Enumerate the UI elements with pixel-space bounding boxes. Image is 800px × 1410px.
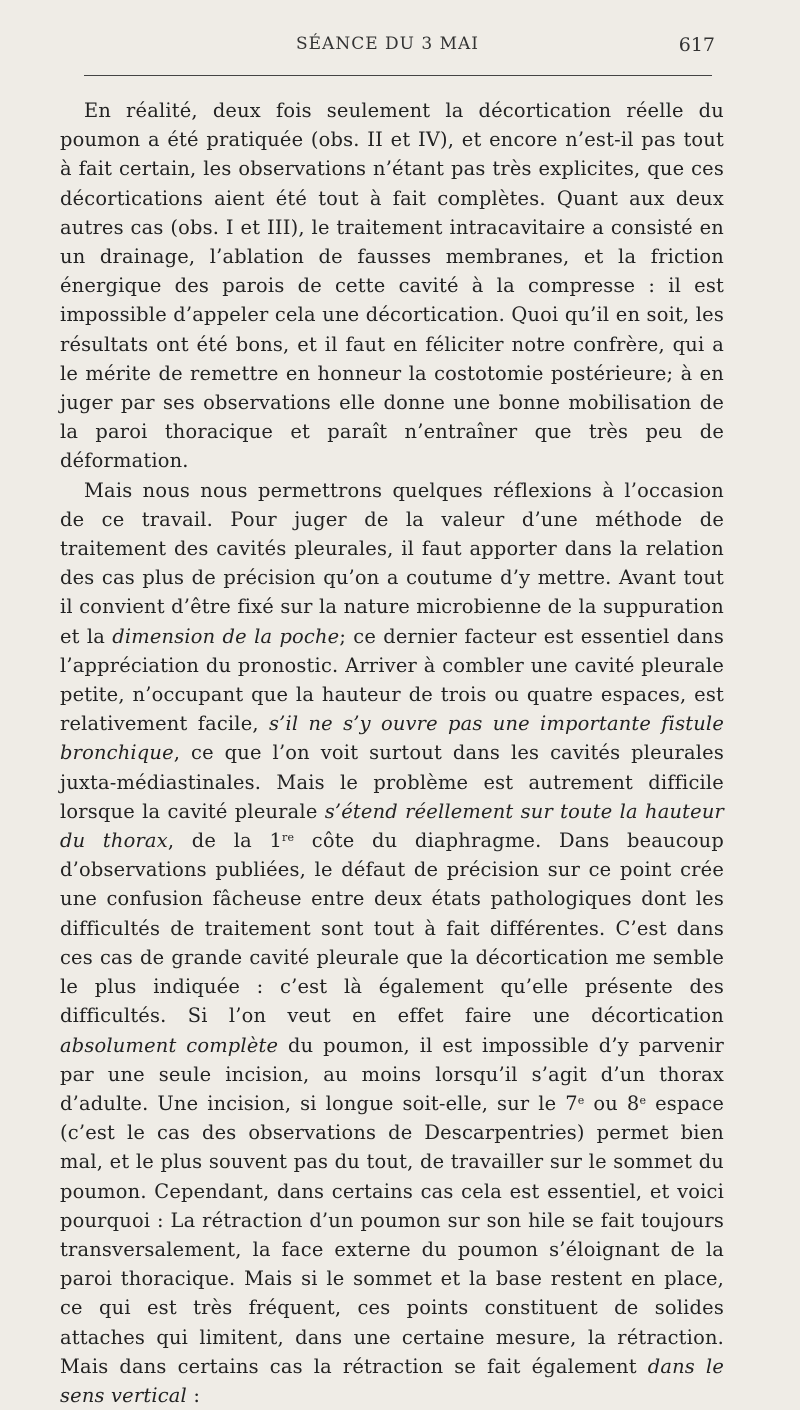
page-number: 617	[678, 34, 715, 56]
text-run: En réalité, deux fois seulement la décortication réelle du poumon a été pratiquée (obs. II et IV), et encore n’est-il pas tout à fait certain, les observations n’étant pas très explicites, que ces décortications aient été tout à fait complètes. Quant aux deux autres cas (obs. I et III), le traitement intracavitaire a consisté en un drainage, l’ablation de fausses membranes, et la friction énergique des parois de cette cavité à la compresse : il est impossible d’appeler cela une décortication. Quoi qu’il en soit, les résultats ont été bons, et il faut en féliciter notre confrère, qui a le mérite de remettre en honneur la costotomie postérieure; à en juger par ses observations elle donne une bonne mobilisation de la paroi thoracique et paraît n’entraîner que très peu de déformation.	[60, 99, 724, 473]
body-text	[60, 96, 724, 1410]
text-run: espace (c’est le cas des observations de Descarpentries) permet bien mal, et le plus souvent pas du tout, de travailler sur le sommet du poumon. Cependant, dans certains cas cela est essentiel, et voici pourquoi : La rétraction d’un poumon sur son hile se fait toujours transversalement, la face externe du poumon s’éloignant de la paroi thoracique. Mais si le sommet et la base restent en place, ce qui est très fréquent, ces points constituent de solides attaches qui limitent, dans une certaine mesure, la rétraction. Mais dans certains cas la rétraction se fait également	[60, 1091, 725, 1378]
italic-phrase: s’étend réellement sur toute la hauteur du thorax	[60, 799, 725, 853]
superscript: re	[282, 831, 295, 845]
superscript: e	[639, 1093, 647, 1107]
italic-phrase: s’il ne s’y ouvre pas une importante fistule bronchique	[60, 712, 724, 765]
text-run: ; ce dernier facteur est essentiel dans l’appréciation du pronostic. Arriver à combler une cavité pleurale petite, n’occupant que la hauteur de trois ou quatre espaces, est relativement facile,	[60, 624, 724, 736]
text-run: ou 8	[584, 1091, 640, 1115]
paragraph	[60, 96, 724, 476]
italic-phrase: dans le sens vertical	[60, 1354, 725, 1407]
italic-phrase: absolument complète	[60, 1033, 279, 1057]
running-title: SÉANCE DU 3 MAI	[295, 34, 479, 54]
text-run: :	[186, 1383, 201, 1407]
running-header	[60, 34, 715, 58]
superscript: e	[577, 1093, 585, 1107]
paragraph	[60, 476, 724, 1410]
header-rule	[84, 75, 712, 76]
text-run: Mais nous nous permettrons quelques réflexions à l’occasion de ce travail. Pour juger de la valeur d’une méthode de traitement des cavités pleurales, il faut apporter dans la relation des cas plus de précision qu’on a coutume d’y mettre. Avant tout il convient d’être fixé sur la nature microbienne de la suppuration et la	[60, 478, 724, 648]
text-run: , ce que l’on voit surtout dans les cavités pleurales juxta-médiastinales. Mais le problème est autrement difficile lorsque la cavité pleurale	[60, 741, 724, 823]
text-run: , de la 1	[167, 829, 282, 853]
text-run: côte du diaphragme. Dans beaucoup d’observations publiées, le défaut de précision sur ce point crée une confusion fâcheuse entre deux états pathologiques dont les difficultés de traitement sont tout à fait différentes. C’est dans ces cas de grande cavité pleurale que la décortication me semble le plus indiquée : c’est là également qu’elle présente des difficultés. Si l’on veut en effet faire une décortication	[60, 829, 724, 1028]
italic-phrase: dimension de la poche	[112, 624, 340, 648]
text-run: du poumon, il est impossible d’y parvenir par une seule incision, au moins lorsqu’il s’agit d’un thorax d’adulte. Une incision, si longue soit-elle, sur le 7	[60, 1033, 724, 1115]
